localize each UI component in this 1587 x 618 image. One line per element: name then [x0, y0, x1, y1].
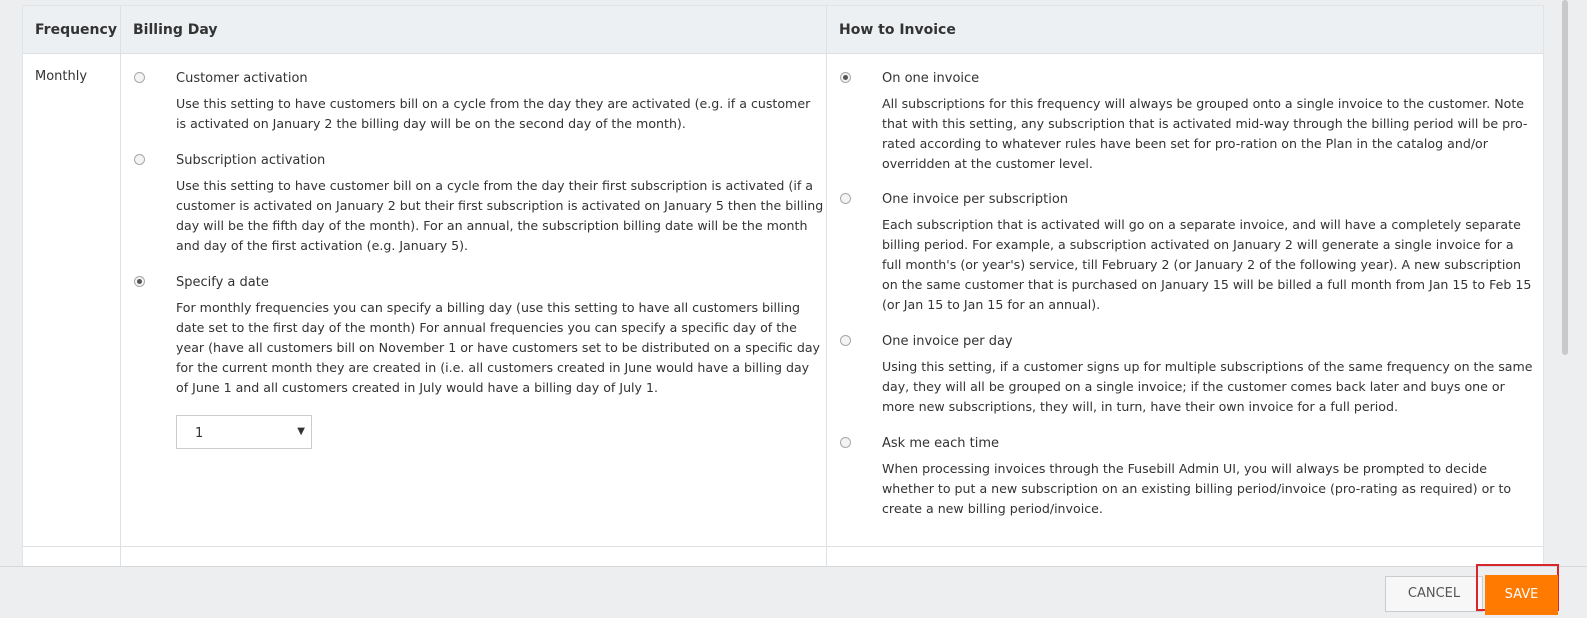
radio-ask-each-time[interactable] [840, 437, 851, 448]
option-title: One invoice per day [882, 334, 1013, 349]
radio-one-invoice[interactable] [840, 72, 851, 83]
radio-invoice-per-day[interactable] [840, 335, 851, 346]
chevron-down-icon: ▼ [297, 426, 305, 437]
option-description: Each subscription that is activated will go on a separate invoice, and will have a completely separate billing period. For example, a subscription activated on January 2 will generate a single invoice for a full month's (or year's) service, till February 2 (or January 2 of the following year). A new subscription on the same customer that is purchased on January 15 will be billed a full month from Jan 15 to Feb 15 (or Jan 15 to Jan 15 for an annual). [882, 217, 1532, 312]
billing-settings-table [22, 5, 1544, 607]
column-divider [120, 6, 121, 606]
option-title: On one invoice [882, 71, 980, 86]
frequency-label: Monthly [35, 69, 88, 84]
option-description: Using this setting, if a customer signs up for multiple subscriptions of the same frequency on the same day, they will all be grouped on a single invoice; if the customer comes back later and buys one or more new subscriptions, they will, in turn, have their own invoice for a full period. [882, 359, 1533, 414]
header-how-to-invoice: How to Invoice [839, 22, 956, 38]
column-divider [826, 6, 827, 606]
header-frequency: Frequency [35, 22, 117, 38]
radio-customer-activation[interactable] [134, 72, 145, 83]
option-title: Customer activation [176, 71, 308, 86]
billing-day-value: 1 [195, 426, 204, 441]
radio-specify-date[interactable] [134, 276, 145, 287]
radio-subscription-activation[interactable] [134, 154, 145, 165]
table-header [23, 6, 1543, 54]
option-description: Use this setting to have customer bill on a cycle from the day their first subscription is activated (if a customer is activated on January 2 but their first subscription is activated on January 5 then the billing day will be the fifth day of the month). For an annual, the subscription billing date will be the month and day of the first activation (e.g. January 5). [176, 178, 824, 253]
option-description: For monthly frequencies you can specify a billing day (use this setting to have all customers billing date set to the first day of the month) For annual frequencies you can specify a specific day of the year (have all customers bill on November 1 or have customers set to be distributed on a specific day for the current month they are created in (i.e. all customers created in June would have a billing day of June 1 and all customers created in July would have a billing day of July 1. [176, 300, 821, 395]
option-title: Ask me each time [882, 436, 999, 451]
save-button[interactable]: SAVE [1485, 575, 1558, 615]
billing-day-select[interactable] [176, 415, 312, 449]
option-title: One invoice per subscription [882, 192, 1069, 207]
option-description: Use this setting to have customers bill on a cycle from the day they are activated (e.g. if a customer is activated on January 2 the billing day will be on the second day of the month). [176, 96, 811, 131]
option-description: When processing invoices through the Fusebill Admin UI, you will always be prompted to decide whether to put a new subscription on an existing billing period/invoice (pro-rating as required) or to create a new billing period/invoice. [882, 461, 1512, 516]
option-title: Specify a date [176, 275, 269, 290]
radio-invoice-per-subscription[interactable] [840, 193, 851, 204]
header-billing-day: Billing Day [133, 22, 218, 38]
dialog-footer [0, 566, 1587, 618]
option-title: Subscription activation [176, 153, 326, 168]
scrollbar-thumb[interactable] [1562, 0, 1568, 355]
cancel-button[interactable]: CANCEL [1385, 576, 1483, 612]
option-description: All subscriptions for this frequency will always be grouped onto a single invoice to the customer. Note that with this setting, any subscription that is activated mid-way through the billing period will be pro-rated according to whatever rules have been set for pro-ration on the Plan in the catalog and/or overridden at the customer level. [882, 96, 1528, 171]
row-divider [23, 546, 1543, 547]
